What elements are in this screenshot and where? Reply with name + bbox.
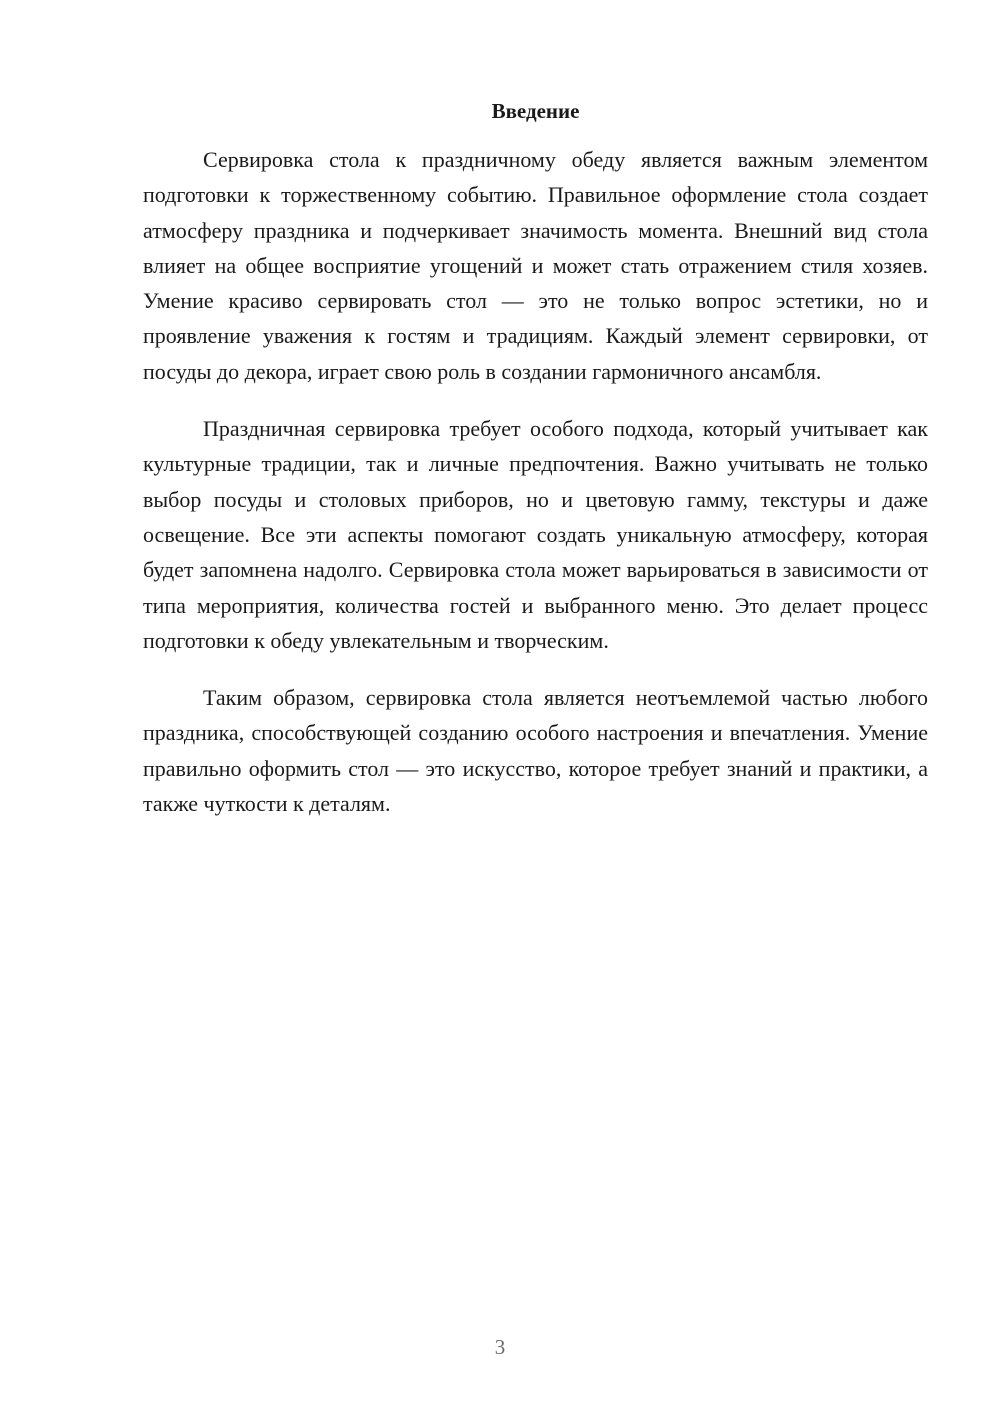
paragraph-1: Сервировка стола к праздничному обеду является важным элементом подготовки к торжественному событию. Правильное оформление стола создает атмосферу праздника и подчеркивает значимость момента. Внешний вид стола влияет на общее восприятие угощений и может стать отражением стиля хозяев. Умение красиво сервировать стол — это не только вопрос эстетики, но и проявление уважения к гостям и традициям. Каждый элемент сервировки, от посуды до декора, играет свою роль в создании гармоничного ансамбля. [143, 147, 928, 384]
paragraph-3: Таким образом, сервировка стола является неотъемлемой частью любого праздника, способствующей созданию особого настроения и впечатления. Умение правильно оформить стол — это искусство, которое требует знаний и практики, а также чуткости к деталям. [143, 685, 928, 817]
body-text [143, 142, 928, 843]
paragraph-2: Праздничная сервировка требует особого подхода, который учитывает как культурные традиции, так и личные предпочтения. Важно учитывать не только выбор посуды и столовых приборов, но и цветовую гамму, текстуры и даже освещение. Все эти аспекты помогают создать уникальную атмосферу, которая будет запомнена надолго. Сервировка стола может варьироваться в зависимости от типа мероприятия, количества гостей и выбранного меню. Это делает процесс подготовки к обеду увлекательным и творческим. [143, 416, 928, 653]
section-heading: Введение [491, 99, 580, 123]
page-number: 3 [494, 1335, 506, 1359]
